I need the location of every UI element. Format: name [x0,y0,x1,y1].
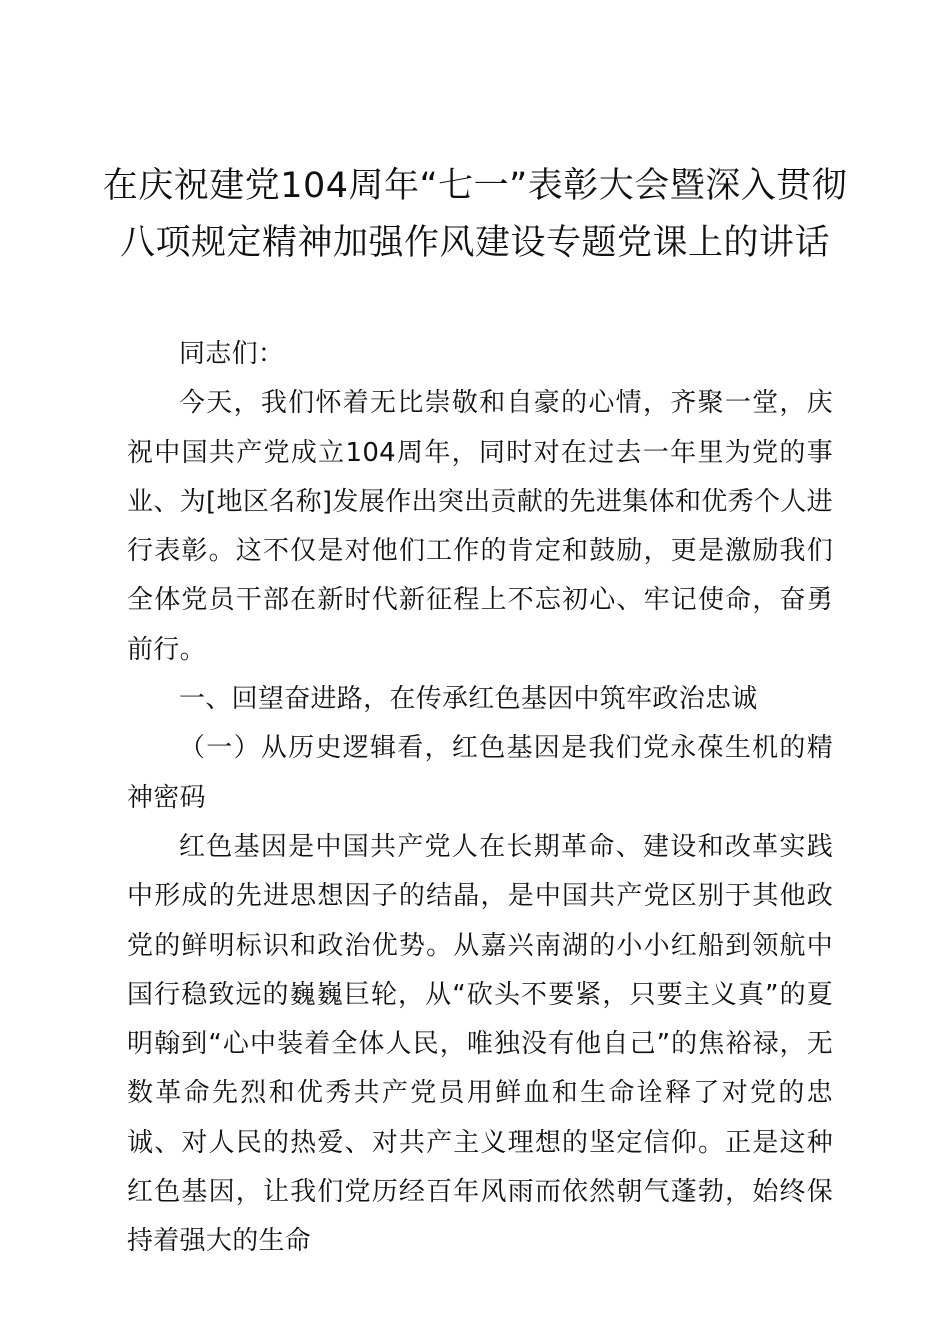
subsection-heading-1: （一）从历史逻辑看，红色基因是我们党永葆生机的精神密码 [127,733,833,813]
salutation: 同志们： [179,339,285,369]
paragraph-red-gene: 红色基因是中国共产党人在长期革命、建设和改革实践中形成的先进思想因子的结晶，是中国共产党区别于其他政党的鲜明标识和政治优势。从嘉兴南湖的小小红船到领航中国行稳致远的巍巍巨轮，从“砍头不要紧，只要主义真”的夏明翰到“心中装着全体人民，唯独没有他自己”的焦裕禄，无数革命先烈和优秀共产党员用鲜血和生命诠释了对党的忠诚、对人民的热爱、对共产主义理想的坚定信仰。正是这种红色基因，让我们党历经百年风雨而依然朝气蓬勃，始终保持着强大的生命 [127,831,833,1257]
document-title: 在庆祝建党104周年“七一”表彰大会暨深入贯彻八项规定精神加强作风建设专题党课上的讲话 [102,166,848,263]
document-body [127,330,833,1267]
paragraph-intro: 今天，我们怀着无比崇敬和自豪的心情，齐聚一堂，庆祝中国共产党成立104周年，同时对在过去一年里为党的事业、为[地区名称]发展作出突出贡献的先进集体和优秀个人进行表彰。这不仅是对他们工作的肯定和鼓励，更是激励我们全体党员干部在新时代新征程上不忘初心、牢记使命，奋勇前行。 [127,388,833,665]
section-heading-1: 一、回望奋进路，在传承红色基因中筑牢政治忠诚 [179,684,758,715]
